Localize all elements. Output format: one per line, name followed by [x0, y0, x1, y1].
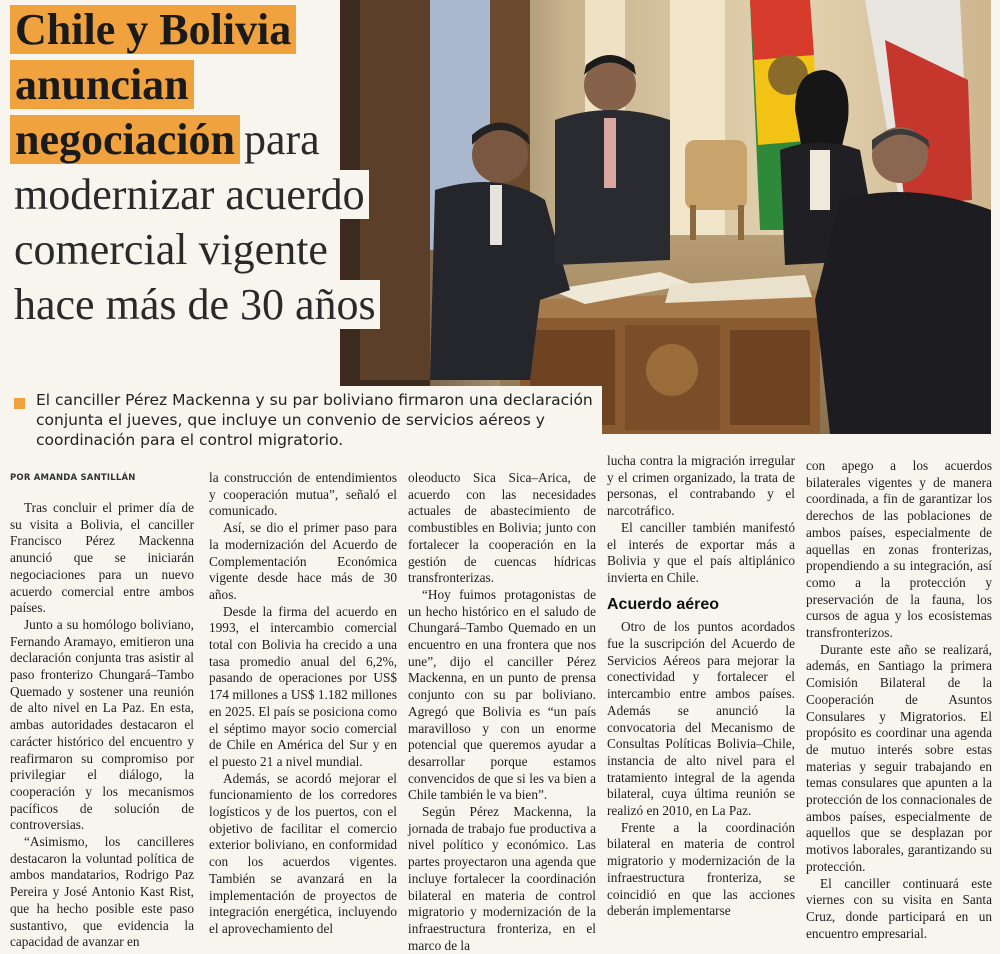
paragraph: Además, se acordó mejorar el funcionamiento de los corredores logísticos y de los puertos, con el objetivo de facilitar el comercio exterior boliviano, en conformidad con los acuerdos vigentes. También se avanzará en la implementación de proyectos de integración energética, incluyendo el aprovechamiento del	[209, 770, 397, 936]
paragraph: “Hoy fuimos protagonistas de un hecho histórico en el saludo de Chungará–Tambo Quemado en un encuentro en una frontera que nos une”, dijo el canciller Pérez Mackenna, en un punto de prensa conjunto con su par boliviano. Agregó que Bolivia es “un país maravilloso y con un enorme potencial que queremos ayudar a desarrollar porque estamos convencidos de que si les va bien a Chile también le va bien”.	[408, 586, 596, 803]
paragraph: la construcción de entendimientos y cooperación mutua”, señaló el comunicado.	[209, 470, 397, 519]
article-column-3	[408, 470, 596, 954]
byline: POR AMANDA SANTILLÁN	[10, 473, 136, 483]
paragraph: Frente a la coordinación bilateral en materia de control migratorio y modernización de la infraestructura fronteriza, se coincidió en que las acciones deberán implementarse	[607, 819, 795, 919]
paragraph: Durante este año se realizará, además, en Santiago la primera Comisión Bilateral de la Cooperación de Asuntos Consulares y Migratorios. El propósito es coordinar una agenda de mutuo interés sobre estas materias y seguir trabajando en temas consulares que apunten a la protección de los connacionales de ambos países, especialmente de aquellos que se desplazan por motivos laborales, garantizando su protección.	[806, 641, 992, 874]
paragraph: Tras concluir el primer día de su visita a Bolivia, el canciller Francisco Pérez Mackenna anunció que se iniciarán negociaciones para un nuevo acuerdo comercial entre ambos países.	[10, 500, 194, 616]
article-column-2	[209, 470, 397, 938]
paragraph: El canciller continuará este viernes con su visita en Santa Cruz, donde participará en un encuentro empresarial.	[806, 875, 992, 941]
headline-line-6: hace más de 30 años	[10, 280, 380, 329]
paragraph: con apego a los acuerdos bilaterales vigentes y de manera coordinada, a fin de garantizar los derechos de las poblaciones de ambos países, especialmente de aquellas en zonas fronterizas, propendiendo a su integración, así como a la protección y preservación de la fauna, los cursos de agua y los ecosistemas transfronterizos.	[806, 458, 992, 641]
paragraph: Así, se dio el primer paso para la modernización del Acuerdo de Complementación Económica vigente desde hace más de 30 años.	[209, 520, 397, 602]
paragraph: El canciller también manifestó el interés de exportar más a Bolivia y que el país altiplánico invierta en Chile.	[607, 519, 795, 585]
lead-text: El canciller Pérez Mackenna y su par boliviano firmaron una declaración conjunta el jueves, que incluye un convenio de servicios aéreos y coordinación para el control migratorio.	[36, 391, 593, 449]
paragraph: Junto a su homólogo boliviano, Fernando Aramayo, emitieron una declaración conjunta tras asistir al paso fronterizo Chungará–Tambo Quemado y sostener una reunión de alto nivel en La Paz. En esta, ambas autoridades destacaron el carácter histórico del encuentro y reafirmaron su compromiso por privilegiar el diálogo, la cooperación y los mecanismos pacíficos de solución de controversias.	[10, 616, 194, 833]
headline-line-1: Chile y Bolivia	[10, 5, 296, 54]
headline	[10, 2, 480, 332]
article-column-1	[10, 500, 194, 951]
paragraph: lucha contra la migración irregular y el crimen organizado, la trata de personas, el contrabando y el narcotráfico.	[607, 453, 795, 519]
bullet-square-icon	[14, 398, 25, 409]
headline-line-3-bold: negociación	[10, 115, 240, 164]
paragraph: Desde la firma del acuerdo en 1993, el intercambio comercial total con Bolivia ha crecido a una tasa promedio anual del 6,2%, pasando de operaciones por US$ 174 millones a US$ 1.182 millones en 2025. El país se posiciona como el séptimo mayor socio comercial de Chile en América del Sur y en el puesto 21 a nivel mundial.	[209, 603, 397, 769]
subheading: Acuerdo aéreo	[607, 595, 720, 613]
article-column-5	[806, 458, 992, 942]
headline-line-3-rest: para	[240, 115, 324, 164]
paragraph: Otro de los puntos acordados fue la suscripción del Acuerdo de Servicios Aéreos para mejorar la conectividad y fortalecer el intercambio entre ambos países. Además se anunció la convocatoria del Mecanismo de Consultas Políticas Bolivia–Chile, instancia de alto nivel para el tratamiento integral de la agenda bilateral, cuya última reunión se realizó en 2010, en La Paz.	[607, 619, 795, 819]
article-column-4	[607, 453, 795, 920]
paragraph: Según Pérez Mackenna, la jornada de trabajo fue productiva a nivel político y económico. Las partes proyectaron una agenda que incluye fortalecer la coordinación bilateral en materia de control migratorio y modernización de la infraestructura fronteriza, en el marco de la	[408, 804, 596, 953]
headline-line-2: anuncian	[10, 60, 194, 109]
paragraph: oleoducto Sica Sica–Arica, de acuerdo con las necesidades actuales de abastecimiento de combustibles en Bolivia; junto con fortalecer la cooperación en la gestión de cuencas hídricas transfronterizas.	[408, 470, 596, 586]
lead-paragraph	[10, 386, 602, 456]
headline-line-5: comercial vigente	[10, 225, 332, 274]
paragraph: “Asimismo, los cancilleres destacaron la voluntad política de ambos mandatarios, Rodrigo Paz Pereira y José Antonio Kast Rist, que ha hecho posible este paso sustantivo, que evidencia la capacidad de avanzar en	[10, 834, 194, 950]
headline-line-4: modernizar acuerdo	[10, 170, 369, 219]
